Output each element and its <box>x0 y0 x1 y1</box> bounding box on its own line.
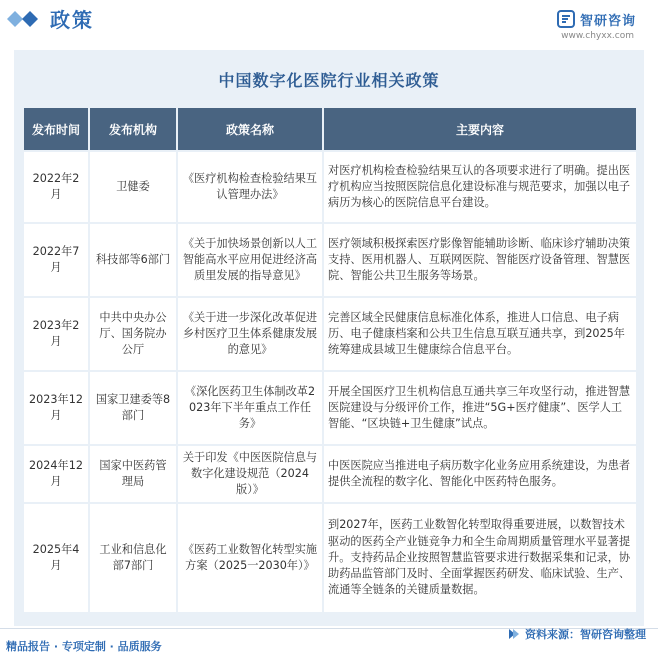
table-row <box>24 372 636 446</box>
column-header-name: 政策名称 <box>178 108 322 152</box>
cell-name: 《医疗机构检查检验结果互认管理办法》 <box>178 152 322 224</box>
table-title: 中国数字化医院行业相关政策 <box>22 58 636 104</box>
footer-source <box>507 626 646 642</box>
cell-name: 《关于进一步深化改革促进乡村医疗卫生体系健康发展的意见》 <box>178 298 322 372</box>
table-row <box>24 224 636 298</box>
cell-content: 开展全国医疗卫生机构信息互通共享三年攻坚行动，推进智慧医院建设与分级评价工作，推进“5G+医疗健康”、医学人工智能、“区块链+卫生健康”试点。 <box>324 372 636 446</box>
footer-slogan: 精品报告 · 专项定制 · 品质服务 <box>6 640 162 653</box>
top-bar <box>0 0 658 40</box>
source-value: 智研咨询整理 <box>580 628 646 641</box>
cell-org: 国家卫建委等8部门 <box>90 372 176 446</box>
table-header-row <box>24 108 636 152</box>
cell-content: 到2027年，医药工业数智化转型取得重要进展，以数智技术驱动的医药全产业链竞争力和全生命周期质量管理水平显著提升。支持药品企业按照智慧监管要求进行数据采集和记录，协助药品监管部门及时、全面掌握医药研发、临床试验、生产、流通等全链条的关键质量数据。 <box>324 504 636 614</box>
brand-url: www.chyxx.com <box>561 31 634 41</box>
section-title: 政策 <box>50 8 94 32</box>
table-row <box>24 298 636 372</box>
cell-date: 2022年2月 <box>24 152 88 224</box>
diamond-icon <box>6 10 42 28</box>
table-row <box>24 504 636 614</box>
cell-name: 《深化医药卫生体制改革2023年下半年重点工作任务》 <box>178 372 322 446</box>
table-row <box>24 152 636 224</box>
cell-date: 2022年7月 <box>24 224 88 298</box>
source-label: 资料来源： <box>525 628 580 641</box>
cell-content: 医疗领域积极探索医疗影像智能辅助诊断、临床诊疗辅助决策支持、医用机器人、互联网医院、智能医疗设备管理、智慧医院、智能公共卫生服务等场景。 <box>324 224 636 298</box>
cell-org: 科技部等6部门 <box>90 224 176 298</box>
cell-org: 中共中央办公厅、国务院办公厅 <box>90 298 176 372</box>
cell-date: 2023年12月 <box>24 372 88 446</box>
cell-name: 《医药工业数智化转型实施方案（2025一2030年）》 <box>178 504 322 614</box>
brand-logo-icon <box>556 9 576 29</box>
cell-date: 2023年2月 <box>24 298 88 372</box>
cell-org: 卫健委 <box>90 152 176 224</box>
cell-content: 对医疗机构检查检验结果互认的各项要求进行了明确。提出医疗机构应当按照医院信息化建设标准与规范要求，加强以电子病历为核心的医院信息平台建设。 <box>324 152 636 224</box>
column-header-content: 主要内容 <box>324 108 636 152</box>
cell-name: 《关于加快场景创新以人工智能高水平应用促进经济高质里发展的指导意见》 <box>178 224 322 298</box>
cell-content: 中医医院应当推进电子病历数字化业务应用系统建设，为患者提供全流程的数字化、智能化中医药特色服务。 <box>324 446 636 504</box>
cell-date: 2025年4月 <box>24 504 88 614</box>
table-row <box>24 446 636 504</box>
cell-date: 2024年12月 <box>24 446 88 504</box>
cell-org: 国家中医药管理局 <box>90 446 176 504</box>
policy-table <box>22 108 638 614</box>
column-header-org: 发布机构 <box>90 108 176 152</box>
brand <box>556 8 636 30</box>
brand-name: 智研咨询 <box>579 13 636 29</box>
cell-org: 工业和信息化部7部门 <box>90 504 176 614</box>
column-header-date: 发布时间 <box>24 108 88 152</box>
cell-content: 完善区域全民健康信息标准化体系，推进人口信息、电子病历、电子健康档案和公共卫生信息互联互通共享，到2025年统筹建成县域卫生健康综合信息平台。 <box>324 298 636 372</box>
cell-name: 关于印发《中医医院信息与数字化建设规范（2024版）》 <box>178 446 322 504</box>
chevron-right-icon <box>507 627 521 641</box>
